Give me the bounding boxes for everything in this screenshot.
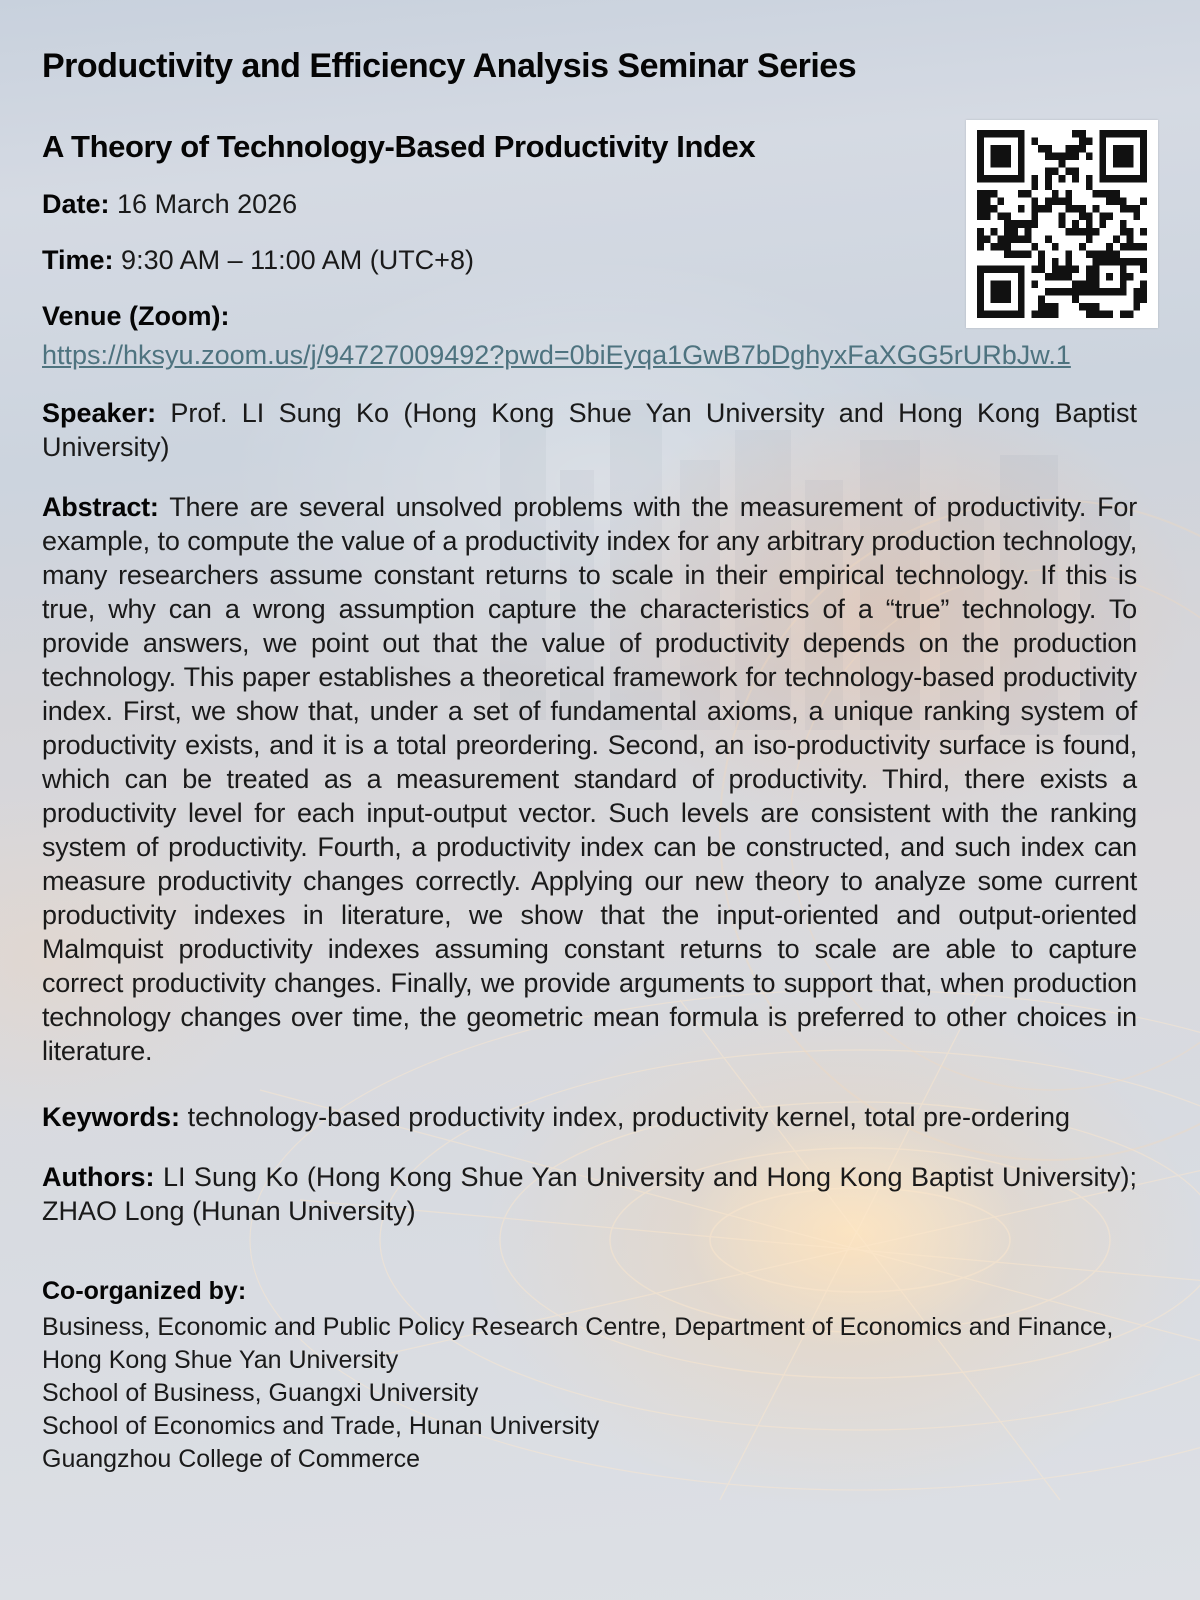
speaker-value: Prof. LI Sung Ko (Hong Kong Shue Yan University and Hong Kong Baptist University) (42, 398, 1137, 462)
keywords-paragraph (42, 1100, 1137, 1134)
talk-title: A Theory of Technology-Based Productivity Index (42, 129, 756, 164)
authors-label: Authors: (42, 1162, 155, 1192)
organizer-item: Guangzhou College of Commerce (42, 1445, 420, 1473)
abstract-label: Abstract: (42, 492, 159, 522)
date-row (42, 187, 932, 221)
qr-code (966, 120, 1158, 328)
abstract-paragraph (42, 490, 1137, 1068)
speaker-row (42, 396, 1137, 464)
venue-label: Venue (Zoom): (42, 301, 230, 331)
qr-code-canvas (977, 130, 1147, 318)
series-title: Productivity and Efficiency Analysis Seminar Series (42, 47, 857, 85)
zoom-meeting-link[interactable]: https://hksyu.zoom.us/j/94727009492?pwd=0biEyqa1GwB7bDghyxFaXGG5rURbJw.1 (42, 340, 1071, 370)
authors-paragraph (42, 1160, 1137, 1228)
date-label: Date: (42, 189, 110, 219)
organizer-item: School of Economics and Trade, Hunan University (42, 1412, 600, 1440)
keywords-text: technology-based productivity index, productivity kernel, total pre-ordering (187, 1102, 1071, 1132)
speaker-label: Speaker: (42, 398, 157, 428)
organizers-list (42, 1311, 1137, 1476)
authors-text: LI Sung Ko (Hong Kong Shue Yan University and Hong Kong Baptist University); ZHAO Long (Hunan University) (42, 1162, 1137, 1226)
date-value: 16 March 2026 (117, 189, 298, 219)
time-label: Time: (42, 245, 114, 275)
time-row (42, 243, 932, 277)
organizer-item: Business, Economic and Public Policy Research Centre, Department of Economics and Finance, Hong Kong Shue Yan University (42, 1313, 1114, 1374)
keywords-label: Keywords: (42, 1102, 181, 1132)
coorganized-label: Co-organized by: (42, 1277, 247, 1305)
organizer-item: School of Business, Guangxi University (42, 1379, 479, 1407)
abstract-text: There are several unsolved problems with the measurement of productivity. For example, to compute the value of a productivity index for any arbitrary production technology, many researchers assume constant returns to scale in their empirical technology. If this is true, why can a wrong assumption capture the characteristics of a “true” technology. To provide answers, we point out that the value of productivity depends on the production technology. This paper establishes a theoretical framework for technology-based productivity index. First, we show that, under a set of fundamental axioms, a unique ranking system of productivity exists, and it is a total preordering. Second, an iso-productivity surface is found, which can be treated as a measurement standard of productivity. Third, there exists a productivity level for each input-output vector. Such levels are consistent with the ranking system of productivity. Fourth, a productivity index can be constructed, and such index can measure productivity changes correctly. Applying our new theory to analyze some current productivity indexes in literature, we show that the input-oriented and output-oriented Malmquist productivity indexes assuming constant returns to scale are able to capture correct productivity changes. Finally, we provide arguments to support that, when production technology changes over time, the geometric mean formula is preferred to other choices in literature. (42, 492, 1137, 1066)
time-value: 9:30 AM – 11:00 AM (UTC+8) (121, 245, 474, 275)
